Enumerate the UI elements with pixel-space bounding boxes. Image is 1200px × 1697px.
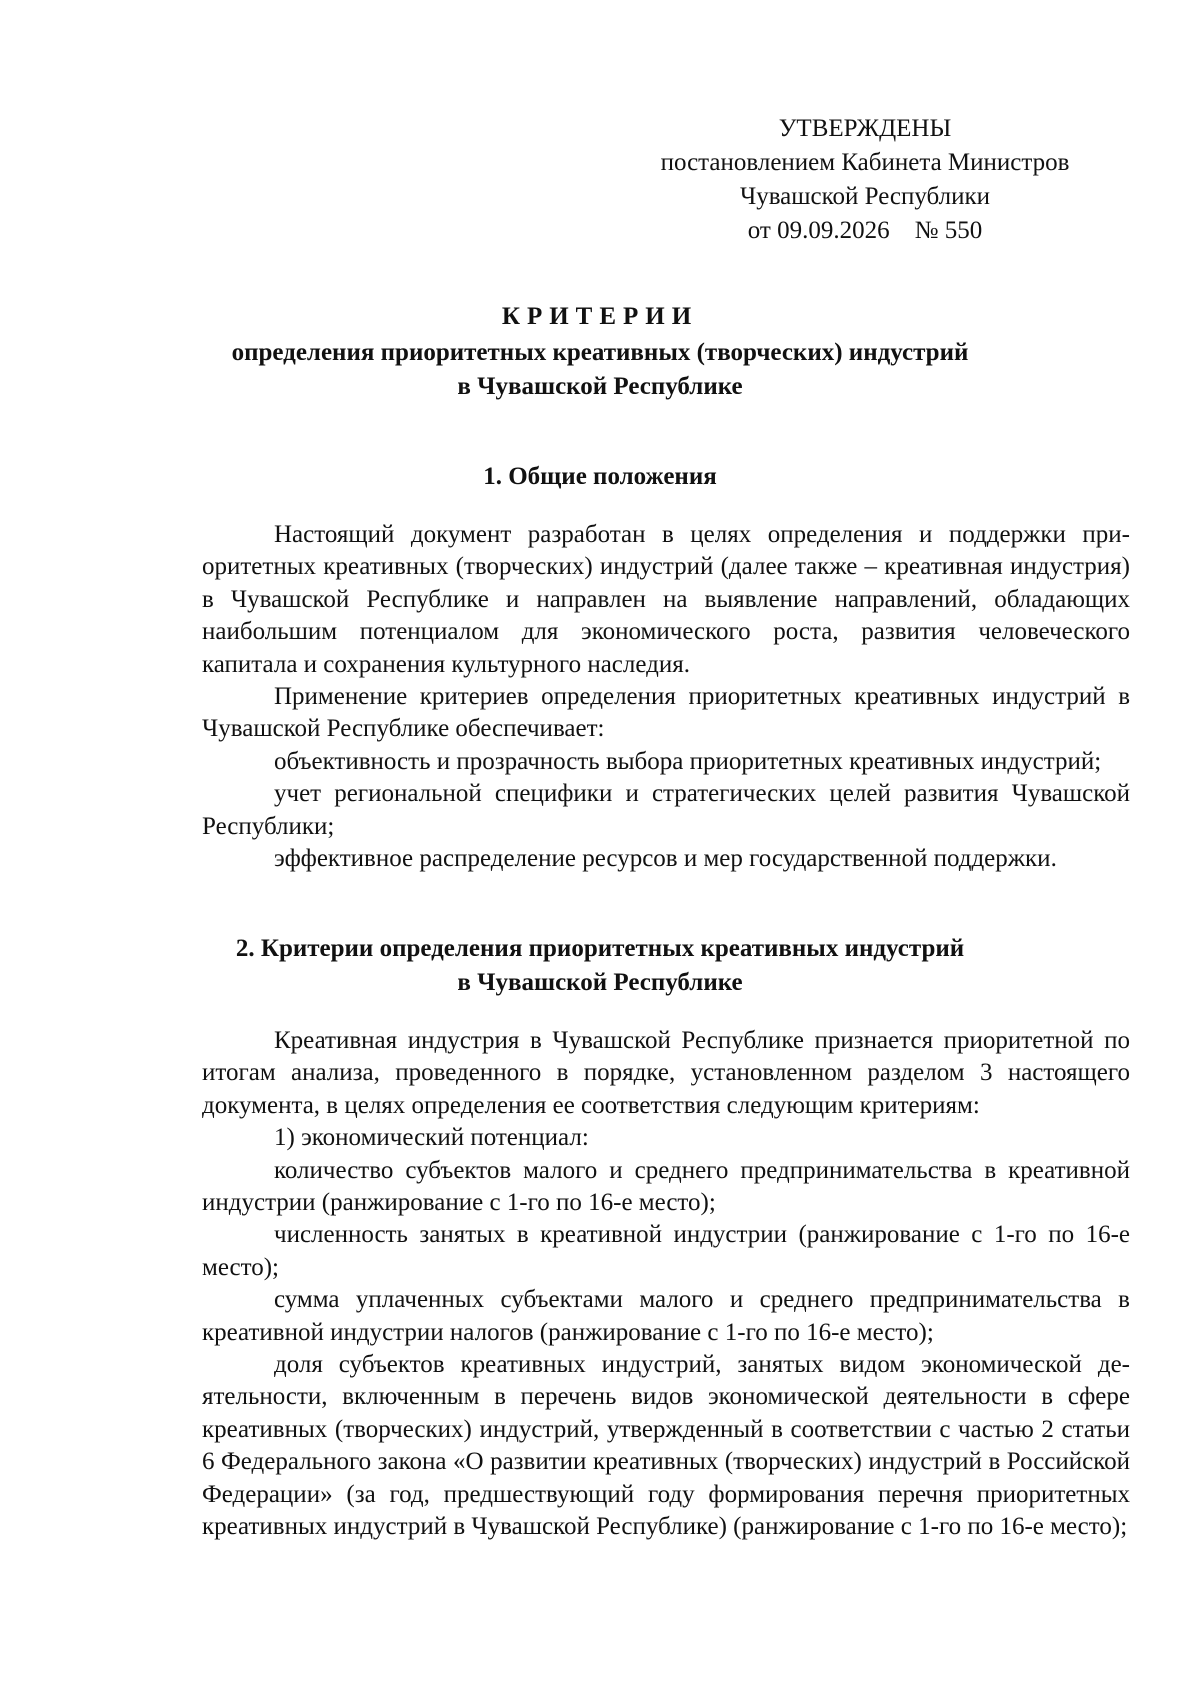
- approval-title: УТВЕРЖДЕНЫ: [778, 115, 952, 142]
- document-title-sub2: в Чувашской Республике: [457, 373, 743, 400]
- section2-paragraph: сумма уплаченных субъектами малого и среднего предпринимательства в креативной индустрии налогов (ранжирование с 1-го по 16-е место);: [202, 1286, 1130, 1346]
- approval-republic: Чувашской Республики: [739, 183, 991, 210]
- section1-heading: 1. Общие положения: [483, 463, 717, 490]
- section2-paragraph: доля субъектов креативных индустрий, занятых видом экономической деятельности, включенным в перечень видов экономической деятельности в сфере креативных (творческих) индустрий, утвержденный в соответствии с частью 2 статьи 6 Федерального закона «О развитии креативных (творческих) индустрий в Российской Федерации» (за год, предшествующий году формирования перечня приоритетных креативных индустрий в Чувашской Республике) (ранжирование с 1-го по 16-е место);: [202, 1351, 1130, 1541]
- section2-paragraph: Креативная индустрия в Чувашской Республике признается приоритетной по итогам анализа, проведенного в порядке, установленном разделом 3 настоящего документа, в целях определения ее соответствия следующим критериям:: [202, 1027, 1130, 1119]
- section2-heading-line1: 2. Критерии определения приоритетных креативных индустрий: [235, 935, 965, 962]
- section2-paragraph: численность занятых в креативной индустрии (ранжирование с 1-го по 16-е место);: [202, 1221, 1130, 1281]
- document-title: [150, 300, 1050, 404]
- section1-body: [202, 519, 1130, 875]
- section2-paragraph: количество субъектов малого и среднего предпринимательства в креативной индустрии (ранжирование с 1-го по 16-е место);: [202, 1156, 1130, 1217]
- document-title-sub1: определения приоритетных креативных (творческих) индустрий: [231, 339, 969, 366]
- document-title-main: КРИТЕРИИ: [501, 303, 699, 330]
- section2-heading: [150, 932, 1050, 1000]
- section2-heading-line2: в Чувашской Республике: [457, 969, 743, 996]
- approval-resolution: постановлением Кабинета Министров: [660, 149, 1070, 176]
- section1-paragraph: Настоящий документ разработан в целях определения и поддержки приоритетных креативных (творческих) индустрий (далее также – креативная индустрия) в Чувашской Республике и направлен на выявление направлений, обладающих наибольшим потенциалом для экономического роста, развития человеческого капитала и сохранения культурного наследия.: [202, 521, 1130, 678]
- section1-paragraph: Применение критериев определения приоритетных креативных индустрий в Чувашской Республике обеспечивает:: [202, 683, 1130, 743]
- section1-paragraph: эффективное распределение ресурсов и мер государственной поддержки.: [274, 845, 1057, 873]
- section1-paragraph: объективность и прозрачность выбора приоритетных креативных индустрий;: [274, 747, 1102, 775]
- section2-body: [202, 1025, 1130, 1544]
- section1-paragraph: учет региональной специфики и стратегических целей развития Чувашской Республики;: [202, 780, 1130, 840]
- approval-block: [600, 112, 1130, 248]
- section2-paragraph: 1) экономический потенциал:: [274, 1124, 589, 1152]
- approval-date-number: от 09.09.2026 № 550: [747, 217, 983, 244]
